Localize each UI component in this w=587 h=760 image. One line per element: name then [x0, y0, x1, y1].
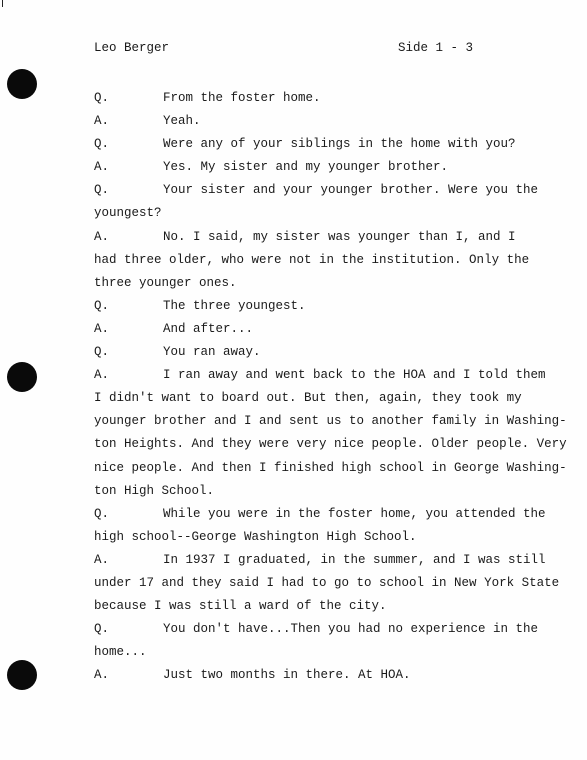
line-text: younger brother and I and sent us to another family in Washing- — [94, 414, 567, 429]
line-text: In 1937 I graduated, in the summer, and I was still — [163, 552, 546, 567]
line-text: had three older, who were not in the institution. Only the — [94, 252, 530, 267]
transcript-body — [94, 87, 567, 687]
transcript-line-question — [94, 87, 534, 110]
line-text: home... — [94, 645, 147, 660]
line-text: And after... — [163, 321, 254, 336]
line-text: because I was still a ward of the city. — [94, 599, 387, 614]
speaker-label: Q. — [94, 137, 110, 152]
transcript-line-question — [94, 618, 539, 641]
transcript-line-continuation — [94, 249, 534, 272]
transcript-line-continuation — [94, 457, 567, 480]
line-text: No. I said, my sister was younger than I, and I — [163, 229, 516, 244]
transcript-line-question — [94, 503, 546, 526]
transcript-line-answer — [94, 110, 534, 133]
transcript-line-answer — [94, 156, 534, 179]
line-text: While you were in the foster home, you attended the — [163, 506, 546, 521]
transcript-line-question — [94, 341, 534, 364]
line-text: I ran away and went back to the HOA and I told them — [163, 368, 546, 383]
transcript-line-continuation — [94, 433, 567, 456]
transcript-line-answer — [94, 318, 534, 341]
transcript-line-question — [94, 295, 534, 318]
punch-hole — [7, 69, 37, 99]
speaker-label: A. — [94, 160, 110, 175]
speaker-label: Q. — [94, 622, 110, 637]
transcript-line-continuation — [94, 202, 534, 225]
speaker-label: Q. — [94, 183, 110, 198]
line-text: I didn't want to board out. But then, again, they took my — [94, 391, 522, 406]
line-text: The three youngest. — [163, 298, 306, 313]
transcript-line-continuation — [94, 572, 560, 595]
transcript-line-continuation — [94, 387, 534, 410]
transcript-line-continuation — [94, 480, 534, 503]
speaker-label: A. — [94, 668, 110, 683]
transcript-line-continuation — [94, 526, 534, 549]
speaker-label: Q. — [94, 506, 110, 521]
line-text: youngest? — [94, 206, 162, 221]
speaker-label: Q. — [94, 91, 110, 105]
line-text: You ran away. — [163, 345, 261, 360]
line-text: Just two months in there. At HOA. — [163, 668, 411, 683]
line-text: You don't have...Then you had no experience in the — [163, 622, 539, 637]
transcript-line-continuation — [94, 595, 534, 618]
line-text: Your sister and your younger brother. Were you the — [163, 183, 539, 198]
line-text: From the foster home. — [163, 91, 321, 105]
header-page-number: Side 1 - 3 — [398, 41, 474, 55]
speaker-label: A. — [94, 114, 110, 129]
transcript-line-answer — [94, 549, 546, 572]
transcript-line-continuation — [94, 410, 567, 433]
line-text: Were any of your siblings in the home with you? — [163, 137, 516, 152]
transcript-line-answer — [94, 664, 534, 687]
transcript-line-question — [94, 133, 534, 156]
transcript-line-answer — [94, 364, 546, 387]
speaker-label: A. — [94, 321, 110, 336]
speaker-label: A. — [94, 368, 110, 383]
speaker-label: Q. — [94, 345, 110, 360]
transcript-line-answer — [94, 226, 534, 249]
punch-hole — [7, 660, 37, 690]
line-text: three younger ones. — [94, 275, 237, 290]
line-text: under 17 and they said I had to go to school in New York State — [94, 575, 560, 590]
line-text: Yes. My sister and my younger brother. — [163, 160, 449, 175]
speaker-label: Q. — [94, 298, 110, 313]
transcript-line-continuation — [94, 272, 534, 295]
line-text: Yeah. — [163, 114, 201, 129]
speaker-label: A. — [94, 552, 110, 567]
speaker-label: A. — [94, 229, 110, 244]
line-text: ton Heights. And they were very nice people. Older people. Very — [94, 437, 567, 452]
header-interviewee-name: Leo Berger — [94, 41, 170, 55]
line-text: ton High School. — [94, 483, 215, 498]
scan-mark — [2, 0, 3, 7]
line-text: high school--George Washington High School. — [94, 529, 417, 544]
punch-hole — [7, 362, 37, 392]
transcript-line-continuation — [94, 641, 534, 664]
transcript-line-question — [94, 179, 539, 202]
line-text: nice people. And then I finished high school in George Washing- — [94, 460, 567, 475]
